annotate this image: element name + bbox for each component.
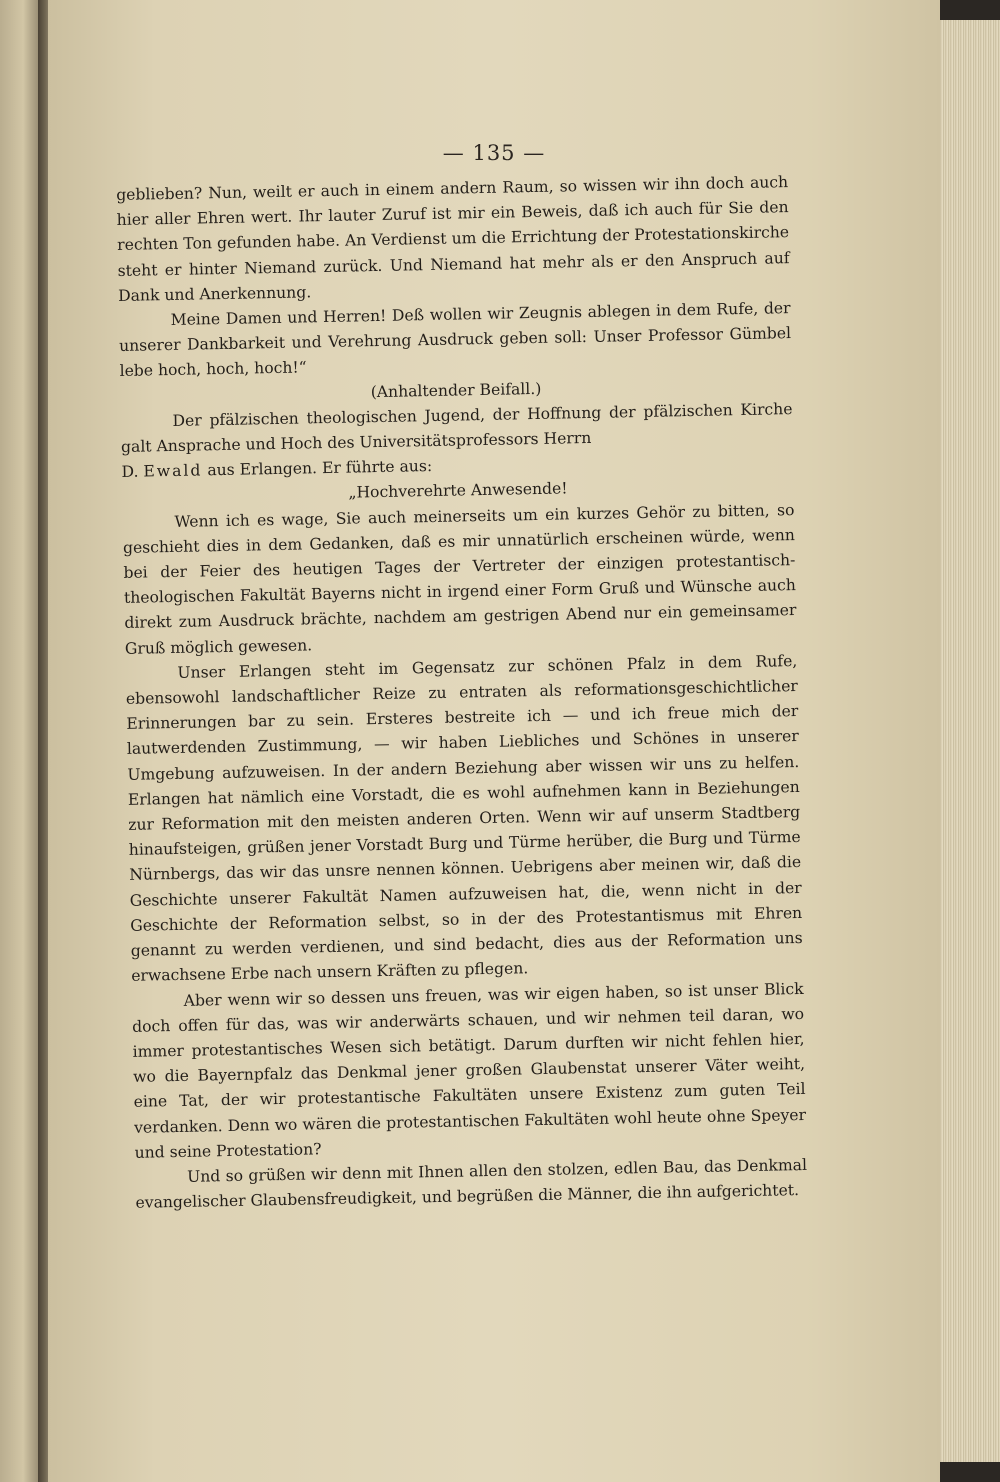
page-number: — 135 — [442,141,546,165]
speaker-name: Ewald [143,461,203,481]
left-page-edge [0,0,42,1482]
paragraph: Aber wenn wir so dessen uns freuen, was wir eigen haben, so ist unser Blick doch offen für das, was wir anderwärts schauen, und wir nehmen teil daran, wo immer protestantisches Wesen sich betätigt. Darum durften wir nicht fehlen hier, wo die Bayernpfalz das Denkmal jener großen Glaubenstat unserer Väter weiht, eine Tat, der wir protestantische Fakultäten unsere Existenz zum guten Teil verdanken. Denn wo wären die protestantischen Fakultäten wohl heute ohne Speyer und seine Protestation? [132,979,807,1162]
speaker-line-rest: aus Erlangen. Er führte aus: [202,457,433,480]
page [48,0,940,1482]
paragraph: Unser Erlangen steht im Gegensatz zur schönen Pfalz in dem Rufe, ebensowohl landschaftlicher Reize zu entraten als reformationsgeschichtlicher Erinnerungen bar zu sein. Ersteres bestreite ich — und ich freue mich der lautwerdenden Zustimmung, — wir haben Liebliches und Schönes in unserer Umgebung aufzuweisen. In der andern Beziehung aber wissen wir uns zu helfen. Erlangen hat nämlich eine Vorstadt, die es wohl aufnehmen kann in Beziehungen zur Reformation mit den meisten anderen Orten. Wenn wir auf unserm Stadtberg hinaufsteigen, grüßen jener Vorstadt Burg und Türme herüber, die Burg und Türme Nürnbergs, das wir das unsre nennen können. Uebrigens aber meinen wir, daß die Geschichte unserer Fakultät Namen aufzuweisen hat, die, wenn nicht in der Geschichte der Reformation selbst, so in der des Protestantismus mit Ehren genannt zu werden verdienen, und sind bedacht, dies aus der Reformation uns erwachsene Erbe nach unsern Kräften zu pflegen. [125,651,803,986]
paragraph: Meine Damen und Herren! Deß wollen wir Zeugnis ablegen in dem Rufe, der unserer Dankbarkeit und Verehrung Ausdruck geben soll: Unser Professor Gümbel lebe hoch, hoch, hoch!“ [118,299,792,381]
paragraph: Der pfälzischen theologischen Jugend, der Hoffnung der pfälzischen Kirche galt Ansprache und Hoch des Universitätsprofessors Herrn [120,399,793,456]
cover-corner-bottom [938,1462,1000,1482]
speaker-title: D. [121,462,144,482]
page-edges [938,20,1000,1465]
paragraph: geblieben? Nun, weilt er auch in einem andern Raum, so wissen wir ihn doch auch hier aller Ehren wert. Ihr lauter Zuruf ist mir ein Beweis, daß ich auch für Sie den rechten Ton gefunden habe. An Verdienst um die Errichtung der Protestationskirche steht er hinter Niemand zurück. Und Niemand hat mehr als er den Anspruch auf Dank und Anerkennung. [116,173,790,305]
body-text [116,170,808,1216]
salutation: „Hochverehrte Anwesende! [348,479,568,503]
paragraph: Wenn ich es wage, Sie auch meinerseits um ein kurzes Gehör zu bitten, so geschieht dies in dem Gedanken, daß es mir unnatürlich erscheinen würde, wenn bei der Feier des heutigen Tages der Vertreter der einzigen protestantisch-theologischen Fakultät Bayerns nicht in irgend einer Form Gruß und Wünsche auch direkt zum Ausdruck brächte, nachdem am gestrigen Abend nur ein gemeinsamer Gruß möglich gewesen. [122,500,797,658]
paragraph: Und so grüßen wir denn mit Ihnen allen den stolzen, edlen Bau, das Denkmal evangelischer Glaubensfreudigkeit, und begrüßen die Männer, die ihn aufgerichtet. [135,1155,808,1212]
cover-corner-top [938,0,1000,22]
applause-note: (Anhaltender Beifall.) [370,379,542,401]
